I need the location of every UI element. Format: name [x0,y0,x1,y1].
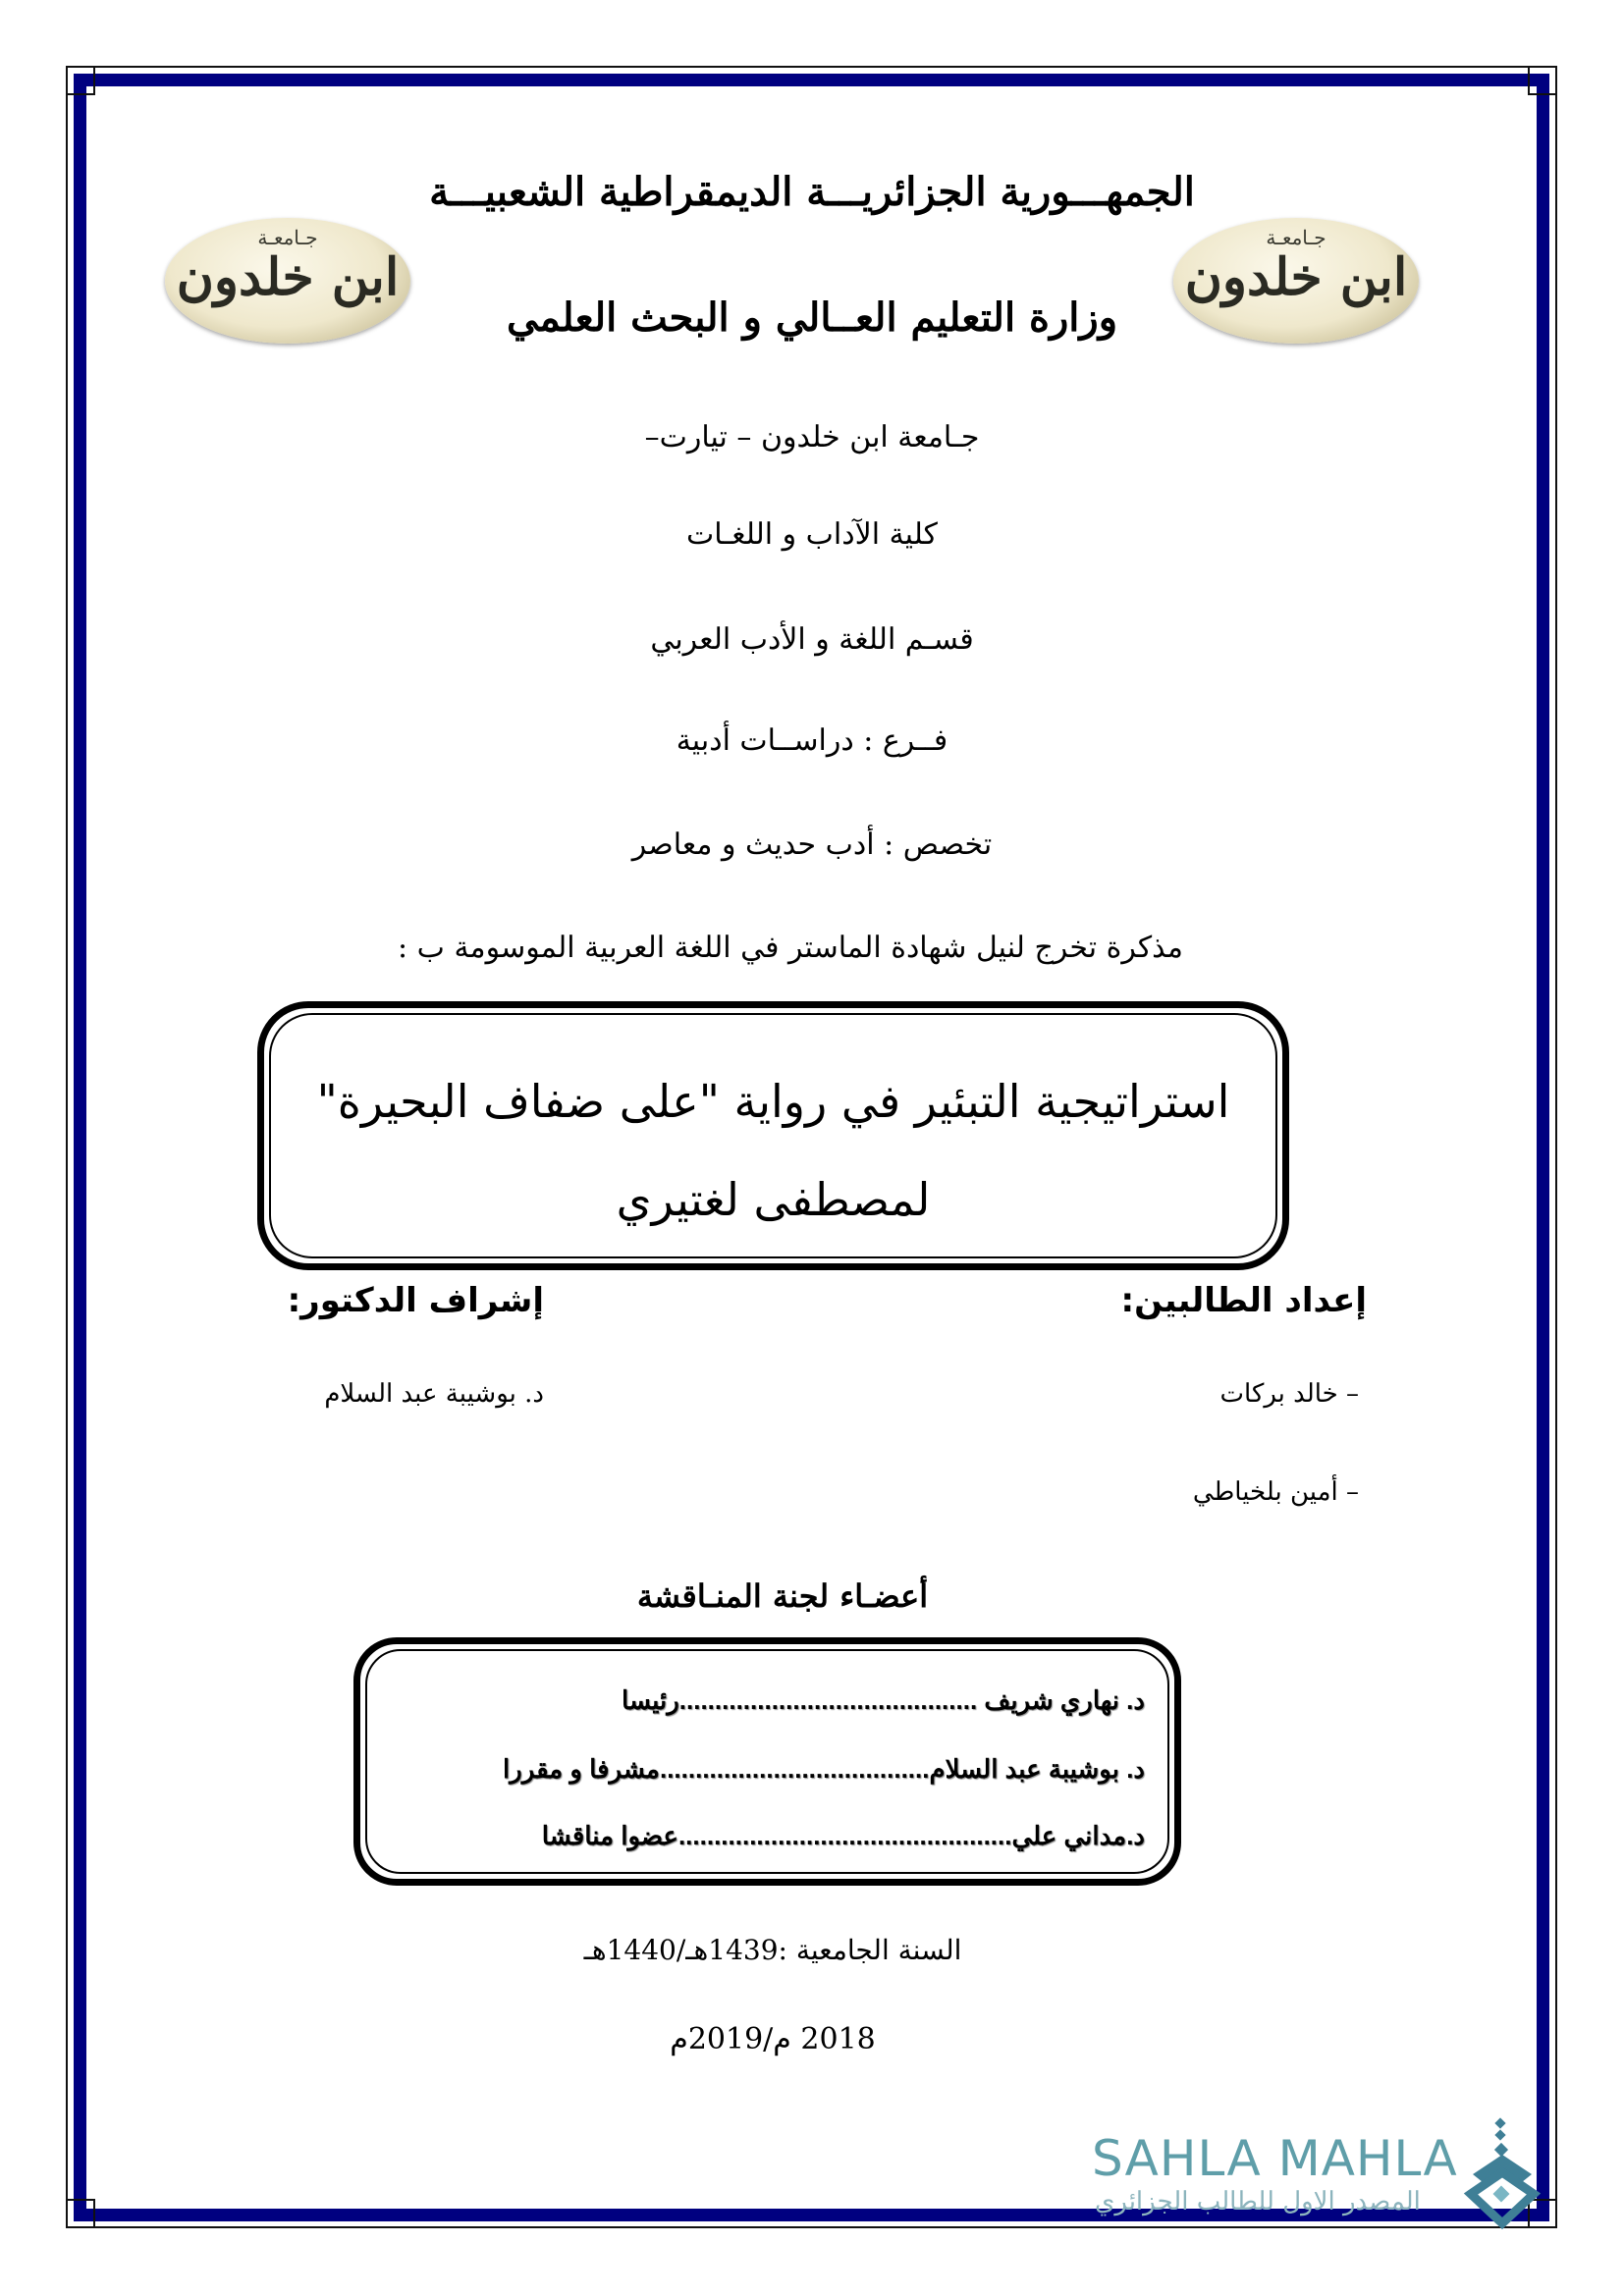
thesis-title-line-2: لمصطفى لغتيري [616,1173,931,1226]
faculty-name: كلية الآداب و اللغـات [686,517,938,552]
logo-right-top-text: جـامعـة [1266,226,1326,249]
thesis-title-box [257,1001,1289,1270]
republic-heading: الجمهـــورية الجزائريـــة الديمقراطية الشعبيـــة [429,169,1195,215]
academic-year-gregorian: 2018 م/2019م [670,2022,876,2056]
corner-ornament-top-left [66,66,95,95]
committee-member-name: د.مداني علي [1011,1821,1145,1850]
committee-member-role: عضوا مناقشا [541,1821,678,1850]
university-name: جـامعة ابن خلدون – تيارت– [644,420,980,454]
committee-member-row [622,1685,1145,1716]
student-name-2: – أمين بلخياطي [1192,1477,1359,1507]
committee-member-role: رئيسا [622,1685,679,1715]
watermark-logo-icon [1463,2115,1542,2233]
thesis-title-line-1: استراتيجية التبئير في رواية "على ضفاف البحيرة" [316,1075,1230,1128]
committee-heading: أعضـاء لجنة المنـاقشة [636,1577,929,1615]
university-logo-left [165,218,410,344]
student-name-1: – خالد بركات [1219,1379,1359,1409]
committee-member-row [542,1821,1145,1851]
committee-member-name: د. نهاري شريف [984,1685,1145,1715]
committee-box [353,1637,1181,1886]
watermark-brand: SAHLA MAHLA [1092,2130,1458,2187]
academic-year-hijri: السنة الجامعية :1439هـ/1440هـ [583,1934,962,1966]
department-name: قسـم اللغة و الأدب العربي [650,622,974,657]
logo-left-main-text: ابن خلدون [176,247,400,307]
specialty-name: تخصص : أدب حديث و معاصر [631,828,993,862]
supervisor-name: د. بوشيبة عبد السلام [324,1379,544,1409]
committee-dots: ............................................... [677,1821,1012,1850]
logo-left-top-text: جـامعـة [257,226,318,249]
corner-ornament-top-right [1528,66,1557,95]
logo-right-main-text: ابن خلدون [1184,247,1408,307]
university-logo-right [1173,218,1419,344]
thesis-intro: مذكرة تخرج لنيل شهادة الماستر في اللغة العربية الموسومة ب : [398,931,1183,965]
ministry-heading: وزارة التعليم العــالي و البحث العلمي [506,294,1118,341]
committee-dots: .......................................... [678,1685,985,1715]
supervisor-label: إشراف الدكتور: [287,1281,544,1320]
students-label: إعداد الطالبين: [1120,1281,1367,1320]
watermark-tagline: المصدر الاول للطالب الجزائري [1095,2187,1421,2216]
committee-member-name: د. بوشيبة عبد السلام [929,1754,1145,1784]
committee-dots: ...................................... [659,1754,930,1784]
committee-member-role: مشرفا و مقررا [502,1754,660,1784]
corner-ornament-bottom-left [66,2199,95,2228]
committee-member-row [503,1754,1145,1785]
branch-name: فــرع : دراســات أدبية [676,723,948,758]
